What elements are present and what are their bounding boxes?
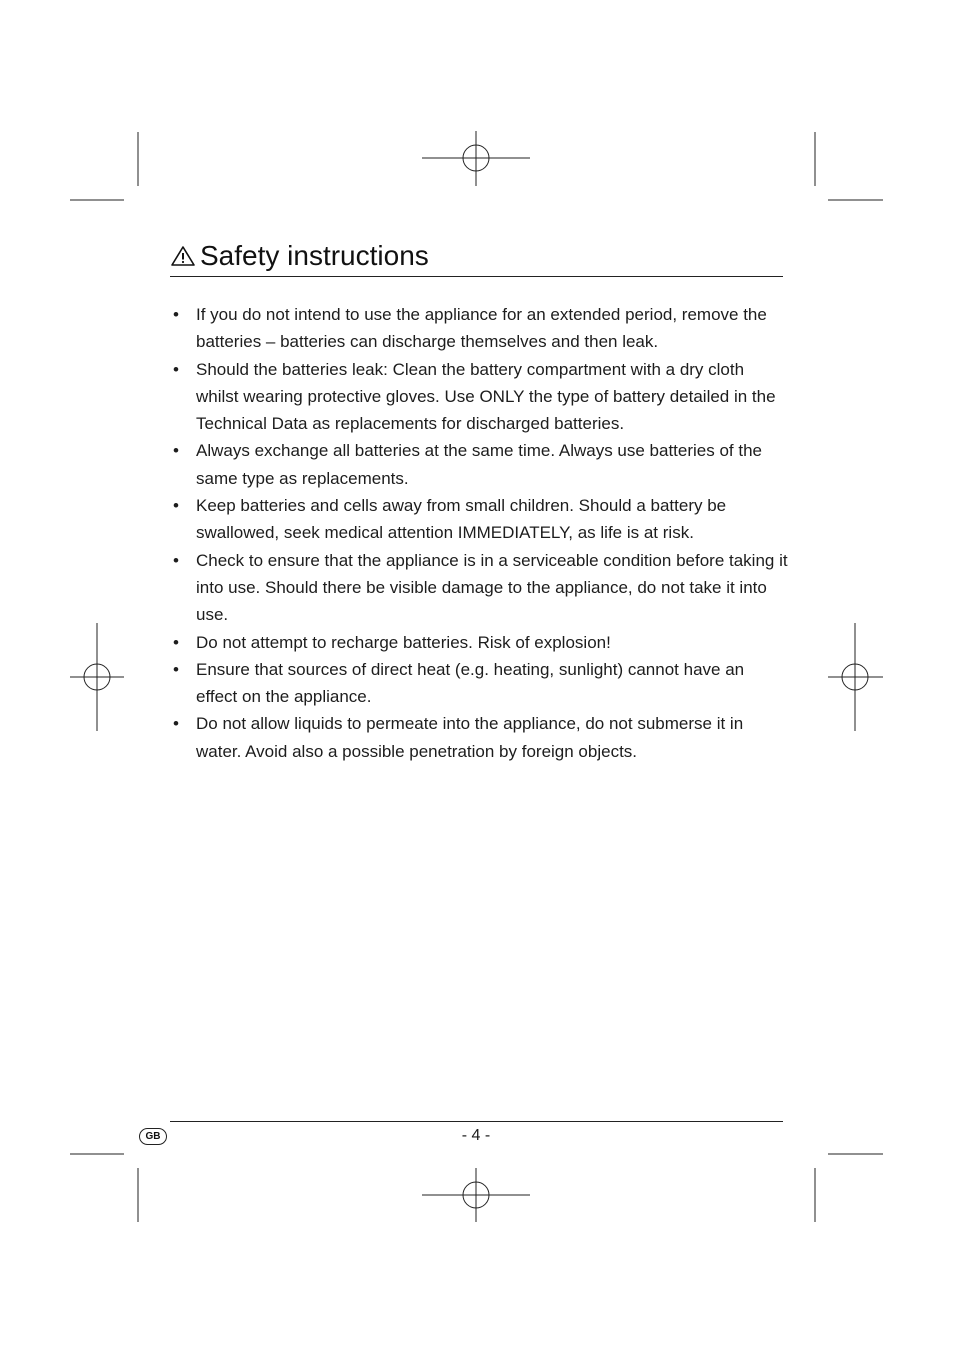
language-badge: GB — [139, 1128, 167, 1145]
bullet-icon: • — [173, 550, 179, 570]
list-item — [170, 629, 790, 656]
instruction-text: Check to ensure that the appliance is in a serviceable condition before taking it into use. Should there be visible damage to the appliance, do not take it into use. — [196, 550, 788, 625]
instruction-text: If you do not intend to use the appliance for an extended period, remove the batteries – batteries can discharge themselves and then leak. — [196, 305, 767, 352]
list-item — [170, 301, 790, 356]
registration-mark-top — [422, 131, 530, 186]
list-item — [170, 437, 790, 492]
warning-triangle-icon — [170, 245, 196, 267]
instruction-text: Do not attempt to recharge batteries. Risk of explosion! — [196, 632, 611, 652]
list-item — [170, 656, 790, 711]
bullet-icon: • — [173, 632, 179, 652]
section-heading — [170, 236, 783, 277]
bullet-icon: • — [173, 659, 179, 679]
registration-mark-right — [828, 623, 883, 731]
list-item — [170, 547, 790, 629]
registration-mark-bottom — [422, 1168, 530, 1222]
page-number: - 4 - — [461, 1127, 491, 1144]
bullet-icon: • — [173, 714, 179, 734]
instruction-text: Should the batteries leak: Clean the battery compartment with a dry cloth whilst wearing protective gloves. Use ONLY the type of battery detailed in the Technical Data as replacements for discharged batteries. — [196, 359, 776, 434]
list-item — [170, 356, 790, 438]
bullet-icon: • — [173, 359, 179, 379]
instruction-text: Keep batteries and cells away from small children. Should a battery be swallowed, seek medical attention IMMEDIATELY, as life is at risk. — [196, 496, 727, 543]
instruction-text: Always exchange all batteries at the same time. Always use batteries of the same type as replacements. — [196, 441, 763, 488]
instruction-text: Ensure that sources of direct heat (e.g. heating, sunlight) cannot have an effect on the appliance. — [196, 659, 745, 707]
instruction-text: Do not allow liquids to permeate into the appliance, do not submerse it in water. Avoid also a possible penetration by foreign objects. — [196, 714, 744, 761]
bullet-icon: • — [173, 441, 179, 461]
list-item — [170, 492, 790, 547]
footer-divider — [170, 1121, 783, 1122]
list-item — [170, 710, 790, 765]
page-title: Safety instructions — [200, 240, 429, 271]
safety-instructions-list — [170, 301, 790, 765]
registration-mark-left — [70, 623, 124, 731]
bullet-icon: • — [173, 305, 179, 324]
bullet-icon: • — [173, 496, 179, 516]
